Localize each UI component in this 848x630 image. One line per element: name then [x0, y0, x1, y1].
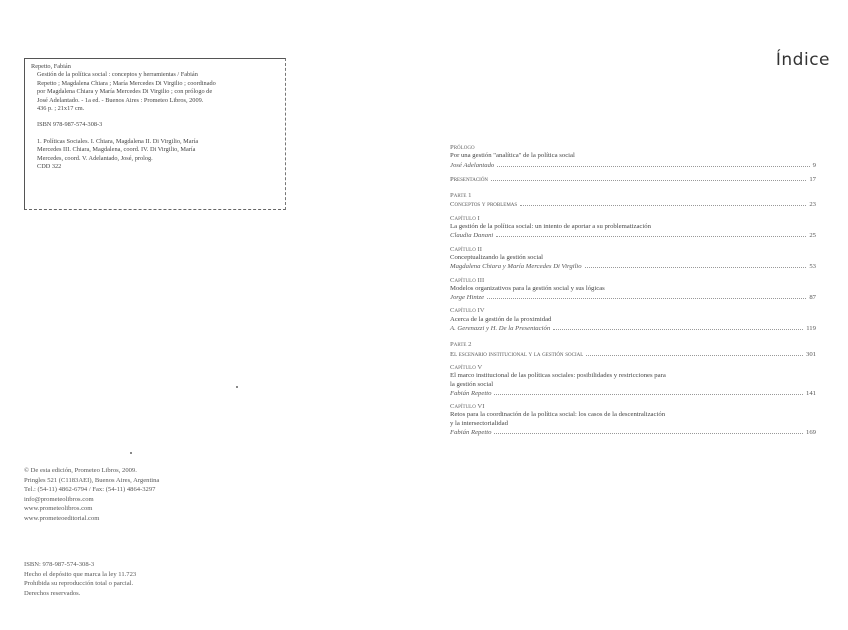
toc-entry — [450, 144, 816, 170]
dot-leader — [494, 428, 803, 434]
toc-page-number: 23 — [809, 201, 816, 209]
publisher-info — [24, 466, 284, 524]
toc-entry-line — [450, 175, 816, 184]
toc-entry-line — [450, 293, 816, 302]
toc-section-heading: Capítulo IV — [450, 307, 485, 315]
toc-entry-title: Retos para la coordinación de la política social: los casos de la descentralización — [450, 411, 666, 419]
legal-line: Prohibida su reproducción total o parcial. — [24, 580, 134, 588]
toc-entry-title: y la intersectorialidad — [450, 419, 508, 427]
toc-entry-title: Modelos organizativos para la gestión social y sus lógicas — [450, 284, 605, 292]
toc-page-number: 17 — [809, 175, 816, 183]
legal-notice — [24, 560, 284, 598]
toc-entry-title: El escenario institucional y la gestión social — [450, 350, 584, 358]
toc-entry — [450, 403, 816, 437]
dot-leader — [520, 200, 806, 206]
toc-entry — [450, 277, 816, 303]
toc-section-heading: Capítulo V — [450, 363, 483, 371]
dot-leader — [586, 350, 803, 356]
toc-entry — [450, 246, 816, 272]
toc-entry — [450, 215, 816, 241]
toc-section-heading: Parte 2 — [450, 341, 472, 349]
toc-page-number: 169 — [805, 429, 816, 437]
catalog-gap — [31, 130, 279, 138]
toc-entry-author: Jorge Hintze — [450, 294, 485, 302]
toc-entry-line — [450, 350, 816, 359]
toc-entry-title: Conceptos y problemas — [450, 201, 518, 209]
publisher-line: © De esta edición, Prometeo Libros, 2009. — [24, 467, 137, 474]
toc-entry-line — [450, 161, 816, 170]
toc-entry-line — [450, 428, 816, 437]
toc-page-number: 119 — [806, 325, 816, 333]
dot-leader — [494, 389, 803, 395]
table-of-contents — [450, 144, 816, 442]
publisher-line: info@prometeolibros.com — [24, 495, 94, 503]
toc-section-heading: Capítulo I — [450, 214, 480, 222]
catalog-line: CDD 322 — [37, 163, 62, 171]
toc-entry-line — [450, 262, 816, 271]
toc-entry — [450, 364, 816, 398]
legal-line: Derechos reservados. — [24, 589, 81, 597]
toc-entry-author: Fabián Repetto — [450, 429, 492, 437]
toc-section-heading: Prólogo — [450, 144, 475, 151]
catalog-line: 436 p. ; 21x17 cm. — [37, 105, 85, 113]
toc-entry-title: Acerca de la gestión de la proximidad — [450, 315, 552, 323]
publisher-line: www.prometeolibros.com — [24, 505, 93, 513]
toc-section-heading: Capítulo VI — [450, 403, 485, 411]
toc-section-heading: Parte 1 — [450, 192, 472, 200]
toc-page-number: 141 — [805, 389, 816, 397]
cataloging-record — [24, 58, 286, 210]
toc-page-number: 53 — [809, 263, 816, 271]
toc-entry-title: El marco institucional de las políticas sociales: posibilidades y restricciones para — [450, 372, 666, 380]
dot-leader — [553, 324, 803, 330]
right-page — [424, 0, 848, 630]
toc-entry-title: la gestión social — [450, 380, 494, 388]
dot-leader — [585, 262, 807, 268]
toc-entry-title: Conceptualizando la gestión social — [450, 253, 544, 261]
catalog-line: Gestión de la política social : conceptos y herramientas / Fabián — [37, 71, 198, 79]
toc-entry-author: Magdalena Chiara y María Mercedes Di Virgilio — [450, 263, 582, 271]
toc-entry — [450, 175, 816, 184]
toc-entry-title: Por una gestión "analítica" de la política social — [450, 152, 575, 160]
toc-entry-title: La gestión de la política social: un intento de aportar a su problematización — [450, 223, 651, 231]
toc-entry-line — [450, 200, 816, 209]
toc-entry-author: Fabián Repetto — [450, 389, 492, 397]
dot-leader — [487, 293, 806, 299]
toc-page-number: 301 — [805, 350, 816, 358]
toc-entry-line — [450, 324, 816, 333]
toc-page-number: 25 — [809, 232, 816, 240]
catalog-line: 1. Políticas Sociales. I. Chiara, Magdalena II. Di Virgilio, María — [37, 137, 199, 145]
page-mark — [130, 452, 132, 454]
toc-entry-line — [450, 389, 816, 398]
catalog-line: Mercedes, coord. V. Adelantado, José, prolog. — [37, 154, 153, 162]
toc-entry-author: A. Gerenazzi y H. De la Presentación — [450, 325, 551, 333]
catalog-line: por Magdalena Chiara y María Mercedes Di Virgilio ; con prólogo de — [37, 88, 213, 96]
publisher-line: www.prometeoeditorial.com — [24, 514, 100, 522]
catalog-line: ISBN 978-987-574-308-3 — [37, 121, 103, 129]
toc-page-number: 9 — [812, 161, 816, 169]
page-mark — [236, 386, 238, 388]
toc-page-number: 87 — [809, 294, 816, 302]
index-title: Índice — [775, 50, 830, 70]
catalog-line: Repetto ; Magdalena Chiara ; María Mercedes Di Virgilio ; coordinado — [37, 79, 216, 87]
toc-entry — [450, 192, 816, 210]
dot-leader — [496, 231, 806, 237]
toc-entry — [450, 307, 816, 333]
toc-entry-author: José Adelantado — [450, 161, 495, 169]
toc-entry-author: Claudia Danani — [450, 232, 494, 240]
toc-section-heading: Capítulo III — [450, 276, 485, 284]
catalog-line: Mercedes III. Chiara, Magdalena, coord. IV. Di Virgilio, María — [37, 146, 196, 154]
catalog-line: José Adelantado. - 1a ed. - Buenos Aires : Prometeo Libros, 2009. — [37, 96, 204, 104]
toc-entry-line — [450, 231, 816, 240]
toc-section-heading: Capítulo II — [450, 245, 482, 253]
legal-line: Hecho el depósito que marca la ley 11.723 — [24, 570, 137, 578]
toc-entry — [450, 341, 816, 359]
legal-line: ISBN: 978-987-574-308-3 — [24, 561, 95, 568]
dot-leader — [491, 175, 806, 181]
dot-leader — [497, 161, 809, 167]
publisher-line: Tel.: (54-11) 4862-6794 / Fax: (54-11) 4864-3297 — [24, 486, 156, 494]
toc-entry-title: Presentación — [450, 175, 489, 183]
catalog-line: Repetto, Fabián — [31, 63, 71, 70]
catalog-gap — [31, 113, 279, 121]
publisher-line: Pringles 521 (C1183AEI), Buenos Aires, Argentina — [24, 476, 160, 484]
